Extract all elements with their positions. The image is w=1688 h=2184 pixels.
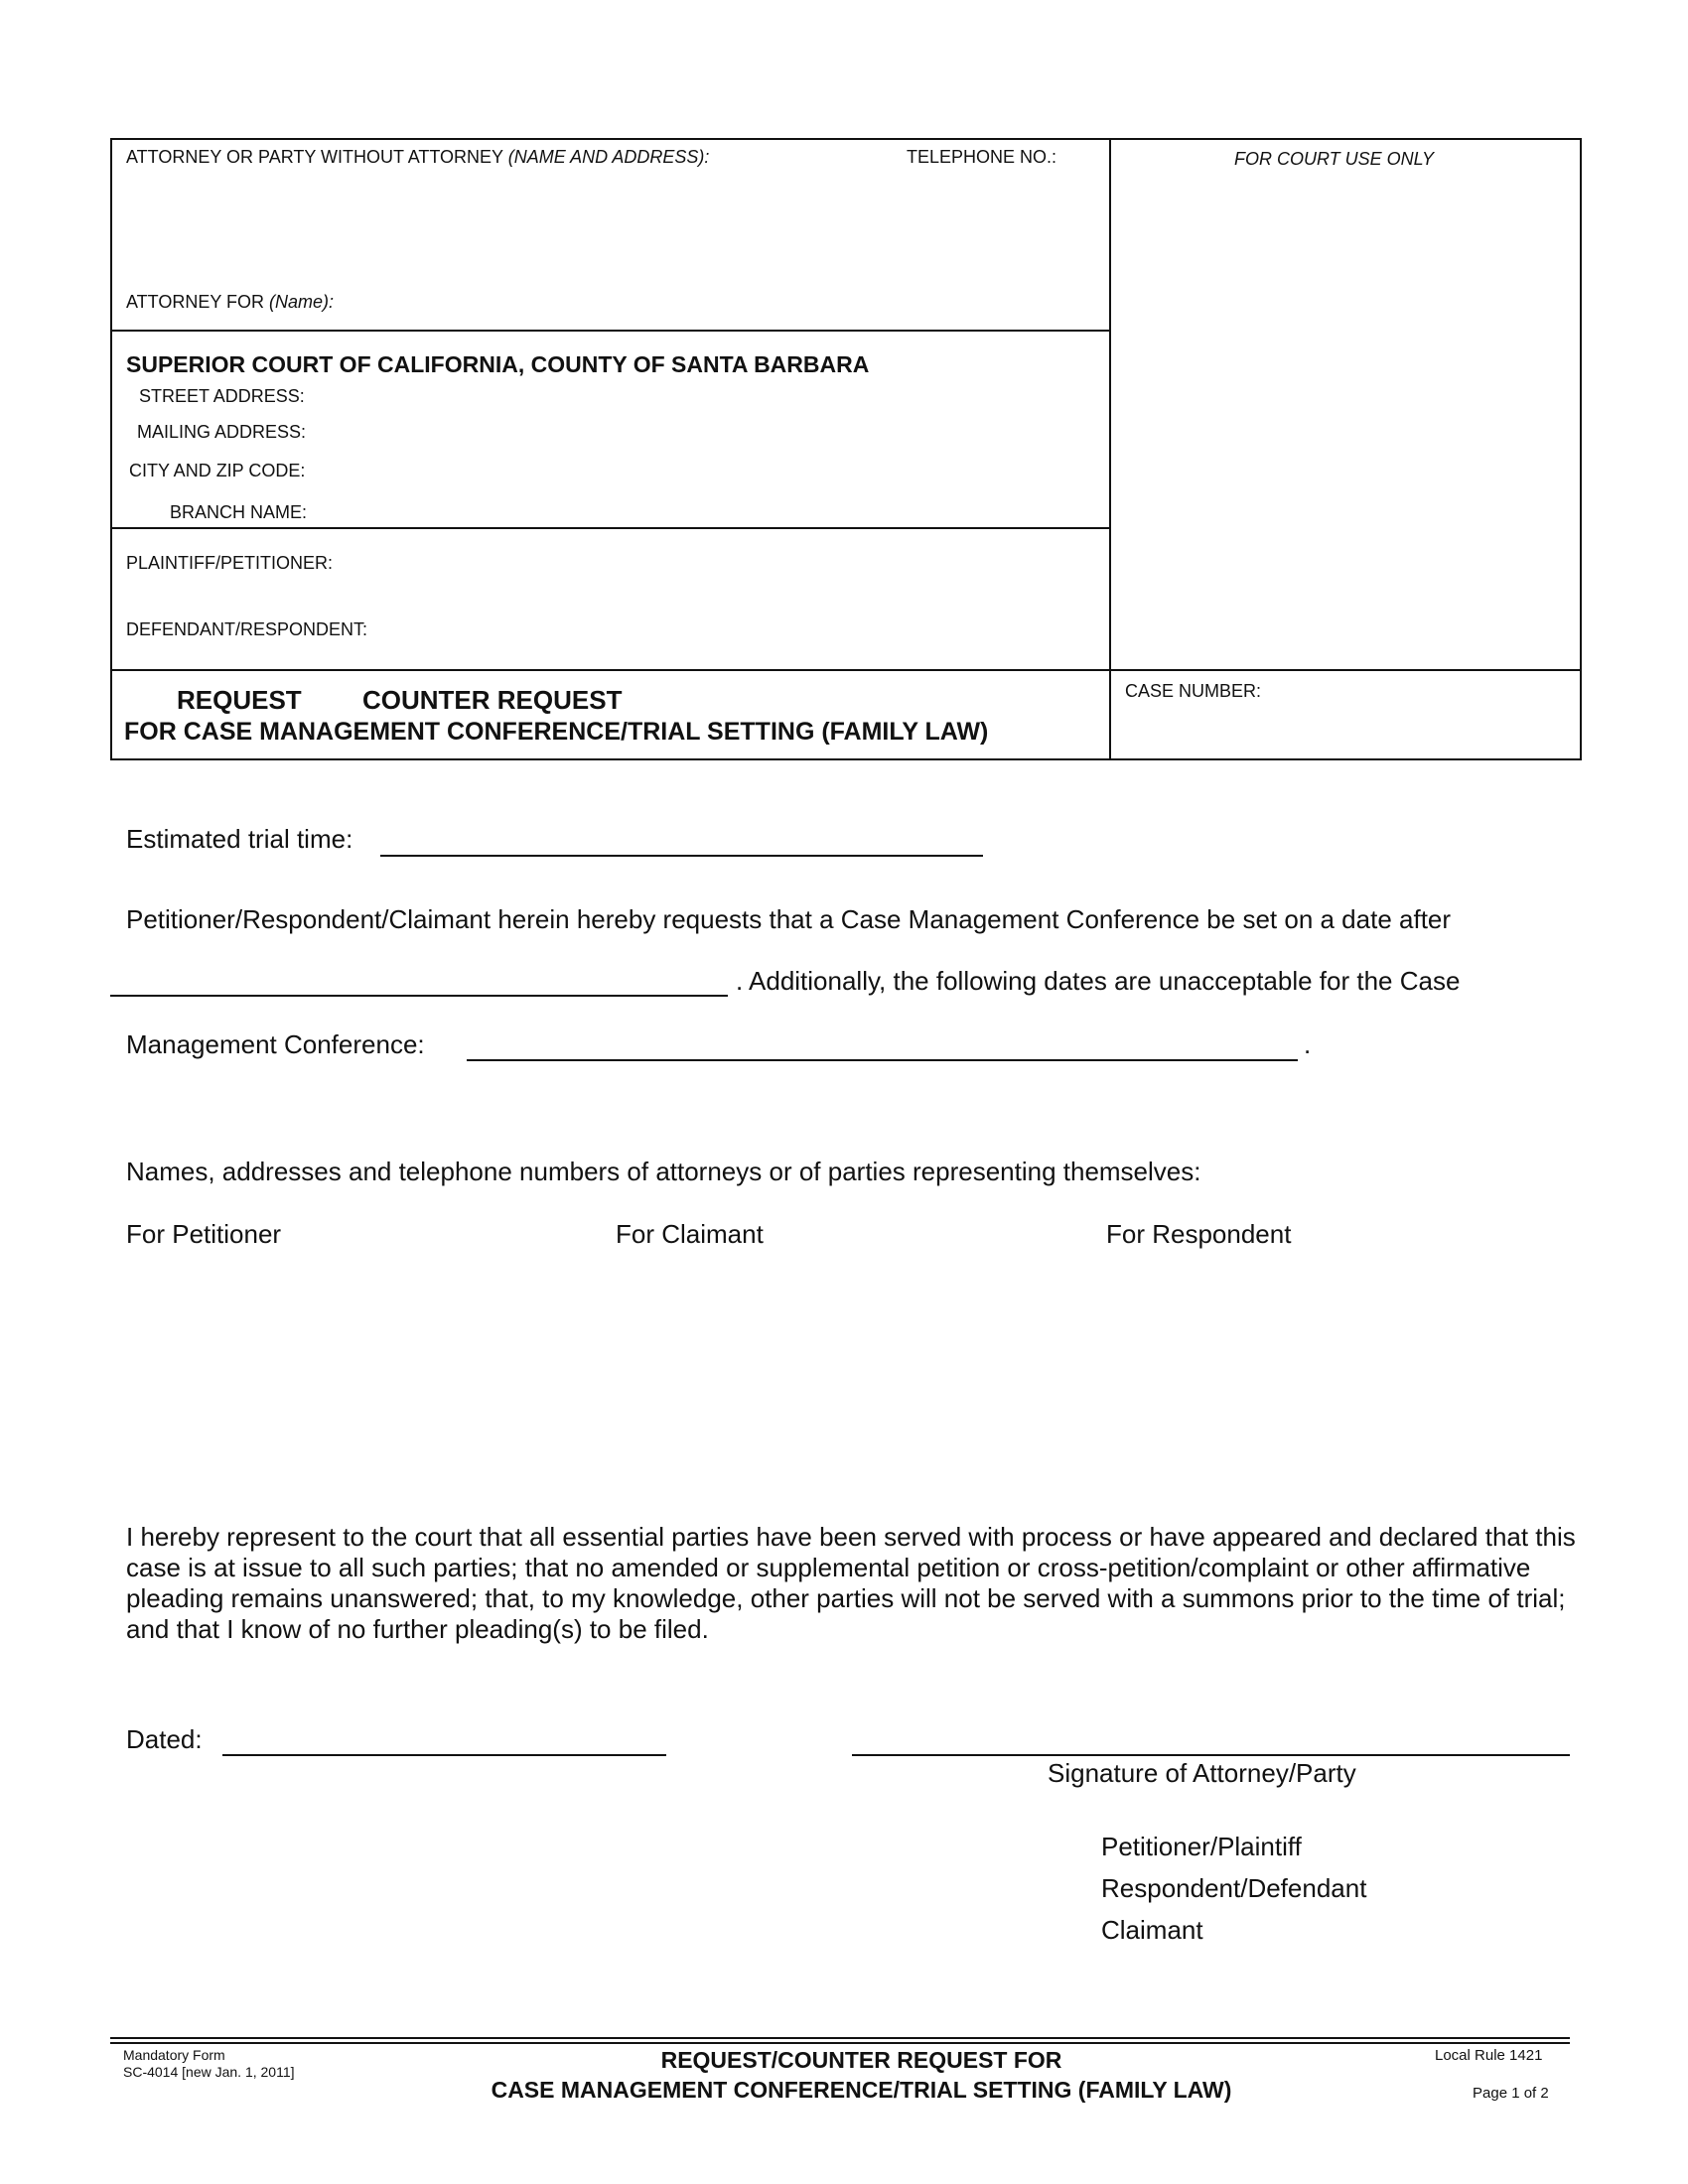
declaration-paragraph: I hereby represent to the court that all essential parties have been served with process or have appeared and declared that this case is at issue to all such parties; that no amended or supplemental petition or cross-petition/complaint or other affirmative pleading remains unanswered; that, to my knowledge, other parties will not be served with a summons prior to the time of trial; and that I know of no further pleading(s) to be filed. <box>126 1522 1576 1644</box>
role-claimant: Claimant <box>1101 1915 1203 1945</box>
footer-mandatory: Mandatory Form <box>123 2047 225 2063</box>
court-use-label: FOR COURT USE ONLY <box>1234 149 1435 169</box>
signature-label: Signature of Attorney/Party <box>1048 1758 1356 1788</box>
defendant-label: DEFENDANT/RESPONDENT: <box>126 619 368 639</box>
management-conference-label: Management Conference: <box>126 1029 425 1059</box>
dated-field[interactable] <box>222 1754 666 1756</box>
footer-local-rule: Local Rule 1421 <box>1435 2047 1543 2064</box>
footer-form-id: SC-4014 [new Jan. 1, 2011] <box>123 2064 295 2080</box>
signature-field[interactable] <box>852 1754 1570 1756</box>
attorney-section-divider <box>110 330 1110 332</box>
request-date-field[interactable] <box>110 995 728 997</box>
for-respondent: For Respondent <box>1106 1219 1292 1249</box>
city-zip-label: CITY AND ZIP CODE: <box>129 461 306 480</box>
attorney-for-label: ATTORNEY FOR (Name): <box>126 292 335 312</box>
branch-name-label: BRANCH NAME: <box>170 502 308 522</box>
period-mark: . <box>1304 1029 1312 1059</box>
telephone-label: TELEPHONE NO.: <box>907 147 1057 167</box>
role-respondent: Respondent/Defendant <box>1101 1873 1367 1903</box>
footer-title-line-2: CASE MANAGEMENT CONFERENCE/TRIAL SETTING (FAMILY LAW) <box>491 2077 1232 2103</box>
caption-vertical-divider <box>1109 138 1111 760</box>
court-name: SUPERIOR COURT OF CALIFORNIA, COUNTY OF SANTA BARBARA <box>126 351 870 377</box>
for-petitioner: For Petitioner <box>126 1219 282 1249</box>
role-petitioner: Petitioner/Plaintiff <box>1101 1832 1302 1861</box>
request-line-1: Petitioner/Respondent/Claimant herein hereby requests that a Case Management Conference be set on a date after <box>126 904 1452 934</box>
request-line-2: . Additionally, the following dates are unacceptable for the Case <box>736 966 1461 996</box>
street-address-label: STREET ADDRESS: <box>139 386 305 406</box>
footer-page-number: Page 1 of 2 <box>1473 2085 1549 2102</box>
footer-title-line-1: REQUEST/COUNTER REQUEST FOR <box>660 2047 1062 2073</box>
dated-label: Dated: <box>126 1724 203 1754</box>
case-number-label: CASE NUMBER: <box>1125 681 1262 701</box>
title-counter-request: COUNTER REQUEST <box>362 685 623 715</box>
trial-time-label: Estimated trial time: <box>126 824 353 854</box>
names-heading: Names, addresses and telephone numbers of attorneys or of parties representing themselves: <box>126 1157 1201 1186</box>
court-section-divider <box>110 527 1110 529</box>
for-claimant: For Claimant <box>616 1219 764 1249</box>
title-request: REQUEST <box>177 685 302 715</box>
parties-section-divider <box>110 669 1582 671</box>
unacceptable-dates-field[interactable] <box>467 1059 1298 1061</box>
footer-rule-bottom <box>110 2042 1570 2044</box>
caption-box <box>110 138 1582 760</box>
attorney-label: ATTORNEY OR PARTY WITHOUT ATTORNEY (NAME AND ADDRESS): <box>126 147 710 167</box>
footer-rule-top <box>110 2037 1570 2039</box>
plaintiff-label: PLAINTIFF/PETITIONER: <box>126 553 334 573</box>
title-line-2: FOR CASE MANAGEMENT CONFERENCE/TRIAL SETTING (FAMILY LAW) <box>124 718 989 746</box>
trial-time-field[interactable] <box>380 855 983 857</box>
mailing-address-label: MAILING ADDRESS: <box>137 422 307 442</box>
